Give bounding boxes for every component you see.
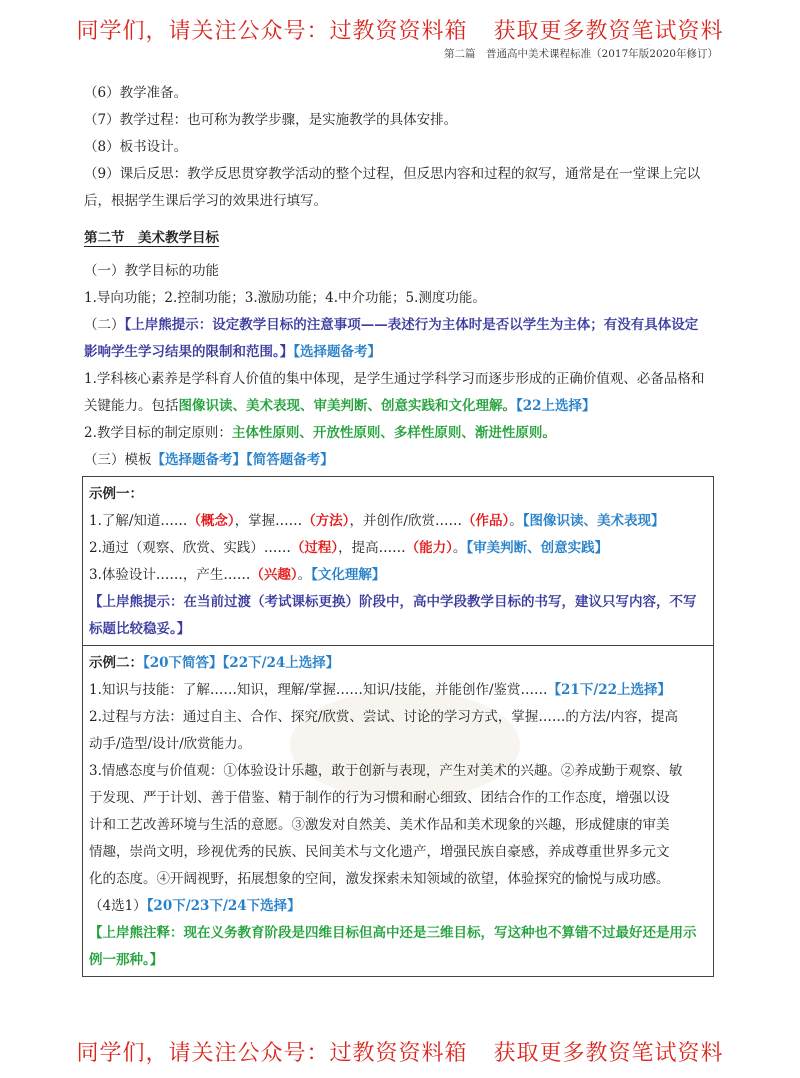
example-2-line-2a: 2.过程与方法：通过自主、合作、探究/欣赏、尝试、讨论的学习方式，掌握……的方法/内容，提高 <box>89 709 678 725</box>
example-1 <box>83 477 713 645</box>
tip-1-line-1: （二）【上岸熊提示：设定教学目标的注意事项——表述行为主体时是否以学生为主体；有没有具体设定 <box>84 317 699 333</box>
example-1-line-2: 2.通过（观察、欣赏、实践）……（过程），提高……（能力）。【审美判断、创意实践】 <box>89 540 609 556</box>
item-9-line-1: （9）课后反思：教学反思贯穿教学活动的整个过程，但反思内容和过程的叙写，通常是在一堂课上完以 <box>84 166 701 182</box>
section-heading: 第二节 美术教学目标 <box>84 230 219 246</box>
example-2-label: 示例二：【20下简答】【22下/24上选择】 <box>89 655 340 671</box>
example-2-line-1: 1.知识与技能：了解……知识，理解/掌握……知识/技能，并能创作/鉴赏……【21下/22上选择】 <box>89 682 672 698</box>
running-head: 第二篇 普通高中美术课程标准（2017年版2020年修订） <box>444 48 718 60</box>
example-1-tip-line-1: 【上岸熊提示：在当前过渡（考试课标更换）阶段中，高中学段教学目标的书写，建议只写内容，不写 <box>89 594 697 610</box>
example-1-label: 示例一： <box>89 486 143 502</box>
example-2-note-line-1: 【上岸熊注释：现在义务教育阶段是四维目标但高中还是三维目标，写这种也不算错不过最好还是用示 <box>89 925 697 941</box>
subheading-3: （三）模板【选择题备考】【简答题备考】 <box>84 452 334 468</box>
example-2-line-3e: 化的态度。④开阔视野，拓展想象的空间，激发探索未知领域的欲望，体验探究的愉悦与成功感。 <box>89 871 670 887</box>
functions-text: 1.导向功能；2.控制功能；3.激励功能；4.中介功能；5.测度功能。 <box>84 290 486 306</box>
core-literacy-line-2: 关键能力。包括图像识读、美术表现、审美判断、创意实践和文化理解。【22上选择】 <box>84 398 596 414</box>
item-9-line-2: 后，根据学生课后学习的效果进行填写。 <box>84 193 327 209</box>
principles-line: 2.教学目标的制定原则：主体性原则、开放性原则、多样性原则、渐进性原则。 <box>84 425 556 441</box>
top-banner <box>0 14 800 45</box>
example-2-line-3c: 计和工艺改善环境与生活的意愿。③激发对自然美、美术作品和美术现象的兴趣，形成健康的审美 <box>89 817 670 833</box>
example-1-line-3: 3.体验设计……，产生……（兴趣）。【文化理解】 <box>89 567 386 583</box>
example-1-tip-line-2: 标题比较稳妥。】 <box>89 621 191 637</box>
item-6: （6）教学准备。 <box>84 85 188 101</box>
item-7: （7）教学过程：也可称为教学步骤，是实施教学的具体安排。 <box>84 112 458 128</box>
banner-text-1: 同学们，请关注公众号：过教资资料箱 <box>76 1041 468 1066</box>
banner-text-2: 获取更多教资笔试资料 <box>493 19 724 44</box>
example-2-line-3a: 3.情感态度与价值观：①体验设计乐趣，敢于创新与表现，产生对美术的兴趣。②养成勤于观察、敏 <box>89 763 683 779</box>
template-box <box>82 476 714 977</box>
bottom-banner <box>0 1036 800 1067</box>
core-literacy-line-1: 1.学科核心素养是学科育人价值的集中体现，是学生通过学科学习而逐步形成的正确价值观、必备品格和 <box>84 371 705 387</box>
banner-text-1: 同学们，请关注公众号：过教资资料箱 <box>76 19 468 44</box>
example-1-line-1: 1.了解/知道……（概念），掌握……（方法），并创作/欣赏……（作品）。【图像识读、美术表现】 <box>89 513 665 529</box>
page-content <box>84 80 716 977</box>
example-2-line-2b: 动手/造型/设计/欣赏能力。 <box>89 736 252 752</box>
banner-text-2: 获取更多教资笔试资料 <box>493 1041 724 1066</box>
subheading-1: （一）教学目标的功能 <box>84 263 219 279</box>
example-2-note-line-2: 例一那种。】 <box>89 952 164 968</box>
example-2-line-3b: 于发现、严于计划、善于借鉴、精于制作的行为习惯和耐心细致、团结合作的工作态度，增强以设 <box>89 790 670 806</box>
example-2-choice: （4选1）【20下/23下/24下选择】 <box>89 898 301 914</box>
item-8: （8）板书设计。 <box>84 139 188 155</box>
example-2 <box>83 645 713 976</box>
tip-1-line-2: 影响学生学习结果的限制和范围。】【选择题备考】 <box>84 344 381 360</box>
example-2-line-3d: 情趣，崇尚文明，珍视优秀的民族、民间美术与文化遗产，增强民族自豪感，养成尊重世界多元文 <box>89 844 670 860</box>
